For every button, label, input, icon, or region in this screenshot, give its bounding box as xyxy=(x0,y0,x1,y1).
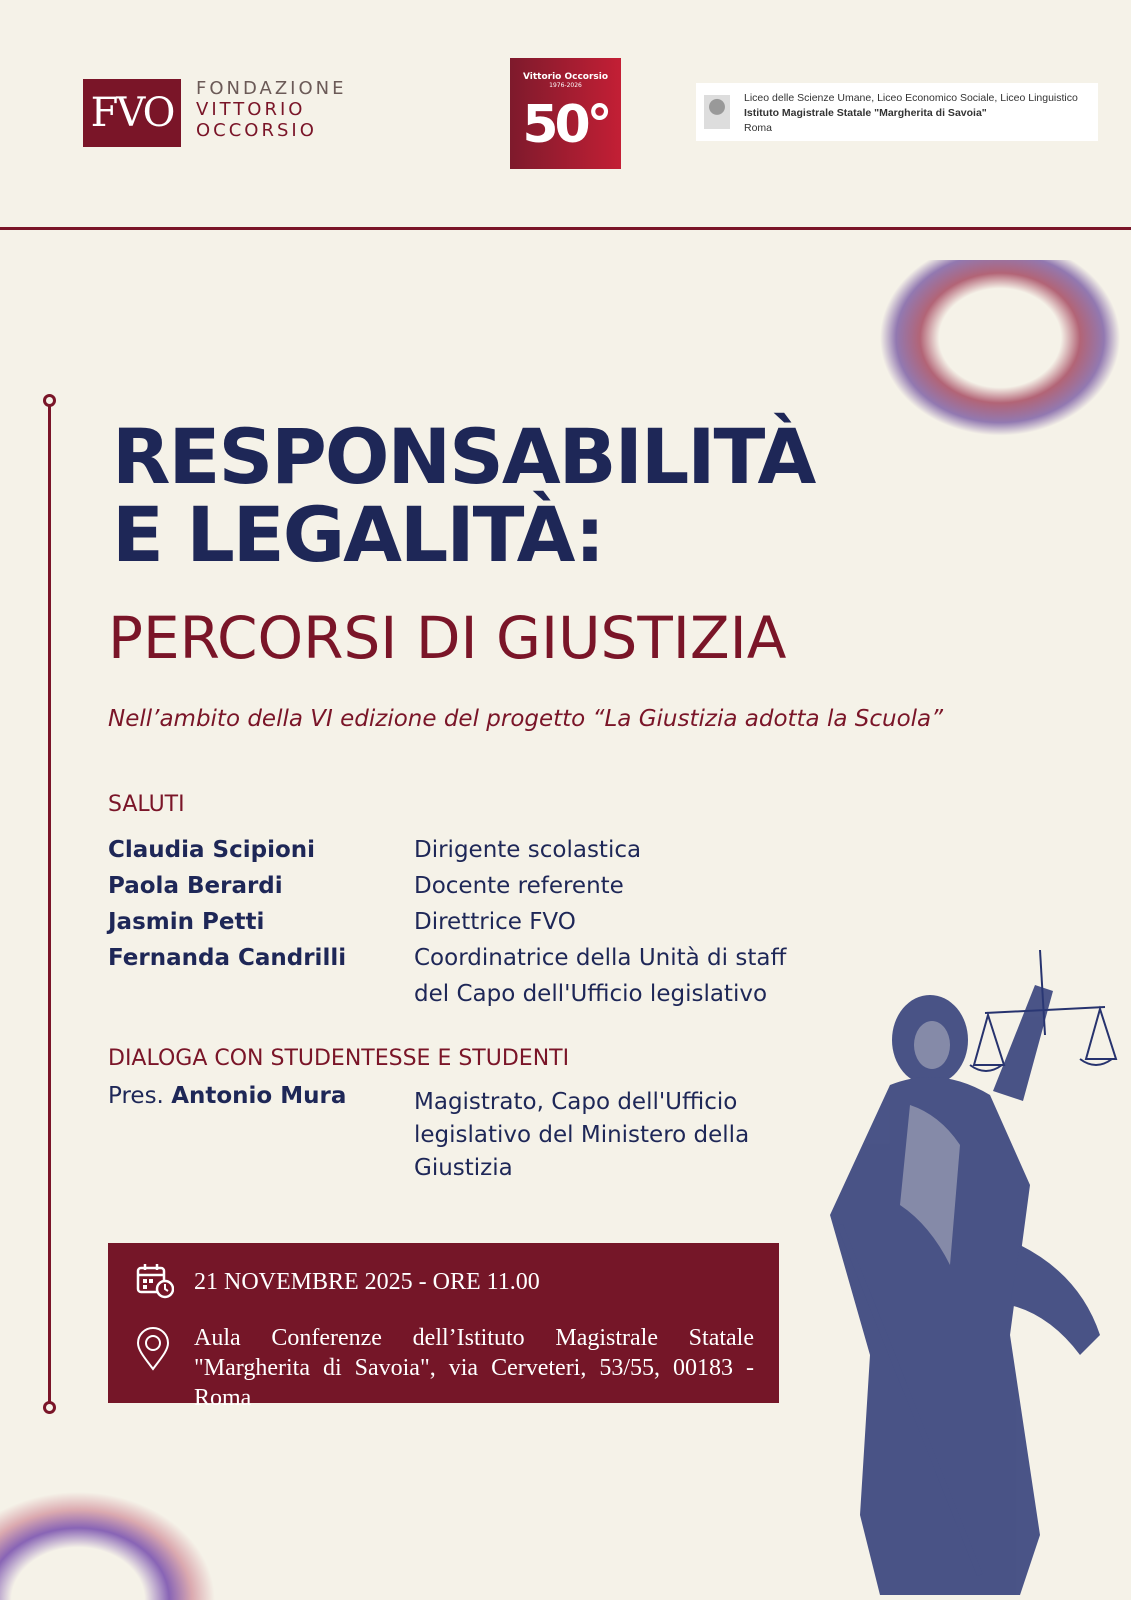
event-info-box xyxy=(108,1243,779,1411)
location-pin-icon xyxy=(136,1327,170,1371)
speaker-row: Paola Berardi Docente referente xyxy=(108,873,624,899)
event-location: Aula Conferenze dell’Istituto Magistrale Statale "Margherita di Savoia", via Cerveteri, 53/55, 00183 - Roma xyxy=(194,1325,754,1411)
school-portrait-icon xyxy=(704,95,730,129)
speaker-row: Jasmin Petti Direttrice FVO xyxy=(108,909,576,935)
rule-dot-bottom xyxy=(43,1401,56,1414)
tagline: Nell’ambito della VI edizione del progetto “La Giustizia adotta la Scuola” xyxy=(108,706,944,732)
speaker-row: Fernanda Candrilli Coordinatrice della Unità di staff del Capo dell'Ufficio legislativo xyxy=(108,945,787,1007)
divider xyxy=(0,227,1131,230)
keynote-row: Pres. Antonio Mura Magistrato, Capo dell'Ufficio legislativo del Ministero della Giustizia xyxy=(108,1083,750,1181)
speaker-row: Claudia Scipioni Dirigente scolastica xyxy=(108,837,642,863)
page-title: RESPONSABILITÀ E LEGALITÀ: xyxy=(112,412,815,579)
fvo-name: FONDAZIONE VITTORIO OCCORSIO xyxy=(196,78,347,141)
anniversary-logo: Vittorio Occorsio 1976-2026 50° xyxy=(510,58,621,169)
dialoga-heading: DIALOGA CON STUDENTESSE E STUDENTI xyxy=(108,1046,570,1071)
decorative-gradient-top xyxy=(840,260,1131,520)
rule-dot-top xyxy=(43,394,56,407)
saluti-heading: SALUTI xyxy=(108,792,185,817)
lady-justice-illustration xyxy=(820,945,1120,1600)
fvo-logo: FVO xyxy=(83,79,181,147)
decorative-gradient-bottom xyxy=(0,1430,260,1600)
school-logo: Liceo delle Scienze Umane, Liceo Economico Sociale, Liceo Linguistico Istituto Magistrale Statale "Margherita di Savoia" Roma xyxy=(696,83,1098,141)
event-date: 21 NOVEMBRE 2025 - ORE 11.00 xyxy=(194,1269,540,1295)
page-subtitle: PERCORSI DI GIUSTIZIA xyxy=(108,604,787,672)
vertical-rule xyxy=(48,400,51,1406)
calendar-clock-icon xyxy=(136,1263,174,1299)
